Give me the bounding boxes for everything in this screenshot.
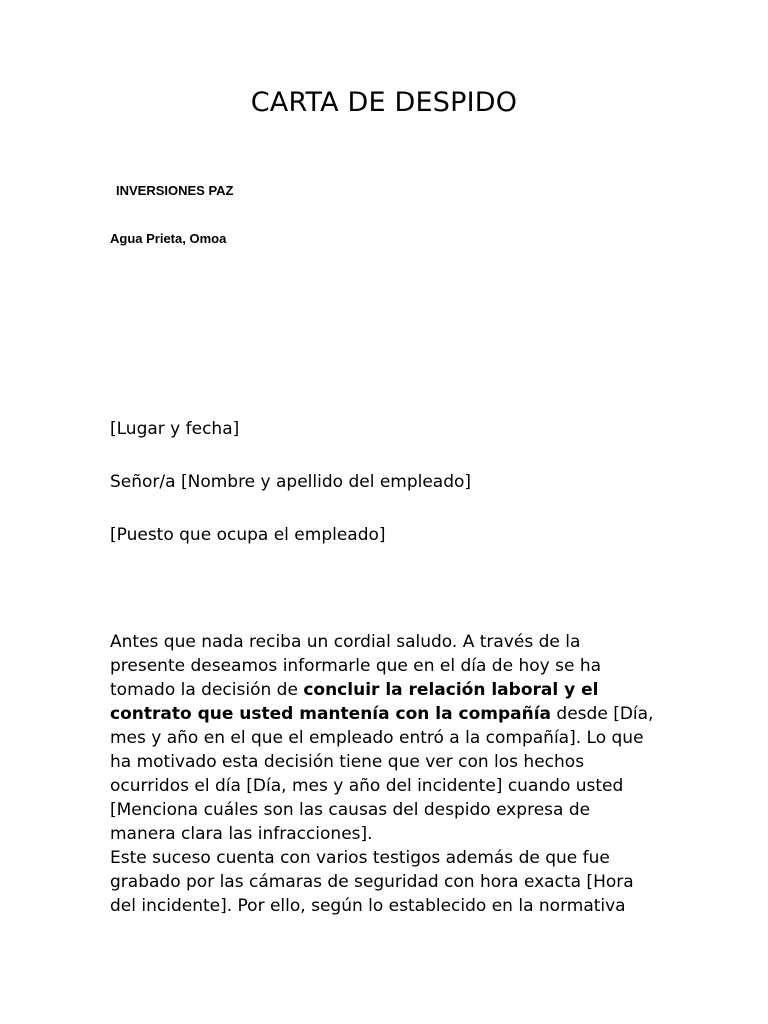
body-paragraph-1 xyxy=(110,630,658,846)
letter-body xyxy=(110,630,658,918)
paragraph-1-intro: Antes que nada reciba un cordial saludo. A través de la presente deseamos informarle que en el día de hoy se ha tomado la decisión de xyxy=(110,632,602,700)
place-date-placeholder: [Lugar y fecha] xyxy=(110,419,240,439)
paragraph-1-bold: concluir la relación laboral y el contrato que usted mantenía con la compañía xyxy=(110,680,599,724)
company-location: Agua Prieta, Omoa xyxy=(110,231,227,246)
body-paragraph-2: Este suceso cuenta con varios testigos además de que fue grabado por las cámaras de seguridad con hora exacta [Hora del incidente]. Por ello, según lo establecido en la normativa xyxy=(110,848,634,916)
paragraph-1-rest: desde [Día, mes y año en el que el empleado entró a la compañía]. Lo que ha motivado esta decisión tiene que ver con los hechos ocurridos el día [Día, mes y año del incidente] cuando usted [Menciona cuáles son las causas del despido expresa de manera clara las infracciones]. xyxy=(110,704,654,844)
company-name: INVERSIONES PAZ xyxy=(116,183,234,198)
document-title: CARTA DE DESPIDO xyxy=(250,87,518,118)
recipient-line: Señor/a [Nombre y apellido del empleado] xyxy=(110,472,472,492)
position-line: [Puesto que ocupa el empleado] xyxy=(110,525,386,545)
